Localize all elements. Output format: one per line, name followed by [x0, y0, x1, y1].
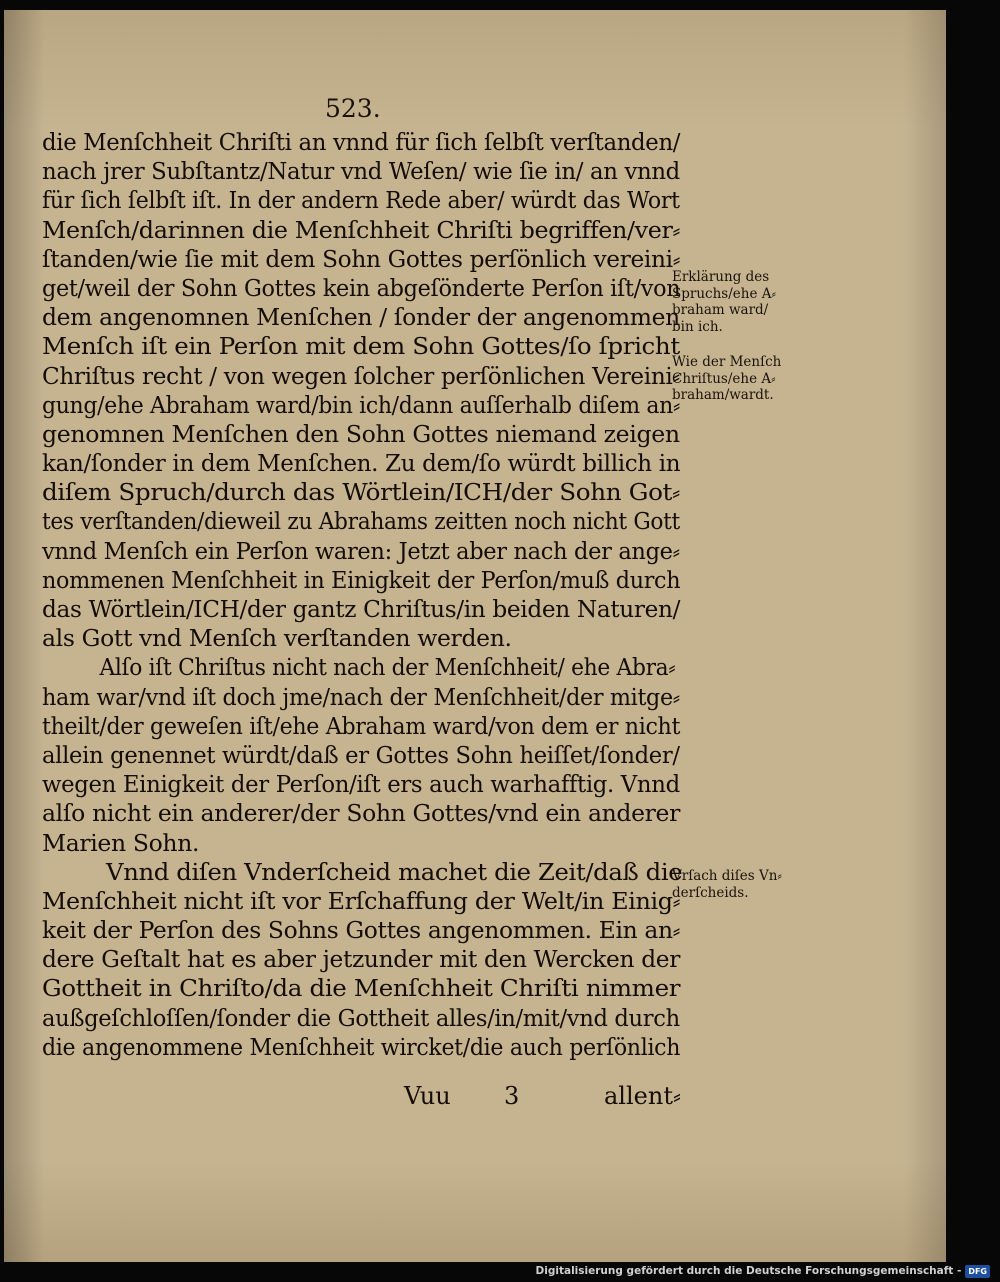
text-line: keit der Perſon des Sohns Gottes angenommen. Ein an⸗: [42, 916, 681, 945]
text-line: für ſich ſelbſt iſt. In der andern Rede aber/ würdt das Wort: [42, 186, 680, 215]
text-line: Menſch iſt ein Perſon mit dem Sohn Gottes/ſo ſpricht: [42, 332, 680, 361]
text-line: die Menſchheit Chriſti an vnnd für ſich ſelbſt verſtanden/: [42, 128, 681, 156]
text-line: vnnd Menſch ein Perſon waren: Jetzt aber nach der ange⸗: [42, 536, 680, 565]
text-line: get/weil der Sohn Gottes kein abgeſönderte Perſon iſt/von: [42, 273, 681, 302]
text-line: Menſch/darinnen die Menſchheit Chriſti begriffen/ver⸗: [42, 215, 681, 244]
credit-text: Digitalisierung gefördert durch die Deutsche Forschungsgemeinschaft -: [535, 1265, 962, 1277]
text-line: dere Geſtalt hat es aber jetzunder mit den Wercken der: [42, 945, 680, 974]
margin-note-line: derſcheids.: [672, 884, 749, 901]
book-page: [4, 10, 946, 1262]
margin-note-line: Vrſach diſes Vn⸗: [672, 868, 782, 884]
main-text-block: [42, 128, 682, 1062]
text-line: diſem Spruch/durch das Wörtlein/ICH/der Sohn Got⸗: [42, 478, 680, 507]
margin-note-line: Chriſtus/ehe A⸗: [672, 370, 776, 387]
text-line: als Gott vnd Menſch verſtanden werden.: [42, 624, 512, 653]
text-line: allein genennet würdt/daß er Gottes Sohn heiſſet/ſonder/: [42, 740, 680, 769]
text-line: alſo nicht ein anderer/der Sohn Gottes/vnd ein anderer: [42, 799, 680, 828]
signature-mark: Vuu: [404, 1082, 451, 1110]
text-line: theilt/der geweſen iſt/ehe Abraham ward/von dem er nicht: [42, 711, 681, 740]
text-line: Marien Sohn.: [42, 828, 200, 857]
margin-note-line: Wie der Menſch: [672, 354, 782, 370]
text-line: Menſchheit nicht iſt vor Erſchaffung der Welt/in Einig⸗: [42, 886, 681, 915]
page-number: 523.: [325, 94, 381, 123]
text-line: genomnen Menſchen den Sohn Gottes niemand zeigen: [42, 419, 680, 448]
text-line: dem angenomnen Menſchen / ſonder der angenommen: [42, 303, 680, 332]
margin-note-line: braham ward/: [672, 302, 769, 318]
margin-note-how: [672, 354, 842, 404]
text-line: wegen Einigkeit der Perſon/iſt ers auch warhafftig. Vnnd: [42, 770, 680, 799]
margin-note-cause: [672, 868, 842, 901]
text-line: nommenen Menſchheit in Einigkeit der Perſon/muß durch: [42, 565, 681, 594]
text-line: ham war/vnd iſt doch jme/nach der Menſchheit/der mitge⸗: [42, 682, 680, 711]
catchword: allent⸗: [604, 1082, 681, 1110]
text-line: außgeſchloſſen/ſonder die Gottheit alles/in/mit/vnd durch: [42, 1003, 680, 1032]
text-line: Chriſtus recht / von wegen ſolcher perſönlichen Vereini⸗: [42, 361, 680, 390]
text-line: gung/ehe Abraham ward/bin ich/dann auſſerhalb diſem an⸗: [42, 390, 681, 419]
text-line: ſtanden/wie ſie mit dem Sohn Gottes perſönlich vereini⸗: [42, 244, 681, 273]
margin-note-line: Spruchs/ehe A⸗: [672, 285, 776, 302]
text-line: Gottheit in Chriſto/da die Menſchheit Chriſti nimmer: [42, 974, 681, 1003]
digitization-credit: [536, 1263, 990, 1279]
margin-note-explanation: [672, 269, 842, 335]
margin-note-line: Erklärung des: [672, 269, 770, 285]
dfg-logo: DFG: [965, 1265, 990, 1278]
signature-number: 3: [504, 1082, 520, 1110]
paragraph-start-line: Vnnd diſen Vnderſcheid machet die Zeit/daß die: [106, 857, 683, 886]
paragraph-start-line: Alſo iſt Chriſtus nicht nach der Menſchheit/ ehe Abra⸗: [99, 653, 676, 682]
text-line: die angenommene Menſchheit wircket/die auch perſönlich: [42, 1032, 681, 1061]
margin-note-line: bin ich.: [672, 318, 723, 335]
text-line: das Wörtlein/ICH/der gantz Chriſtus/in beiden Naturen/: [42, 595, 681, 623]
text-line: tes verſtanden/dieweil zu Abrahams zeitten noch nicht Gott: [42, 507, 680, 536]
text-line: nach jrer Subſtantz/Natur vnd Weſen/ wie ſie in/ an vnnd: [42, 157, 680, 186]
margin-note-line: braham/wardt.: [672, 387, 774, 403]
text-line: kan/ſonder in dem Menſchen. Zu dem/ſo würdt billich in: [42, 449, 681, 478]
